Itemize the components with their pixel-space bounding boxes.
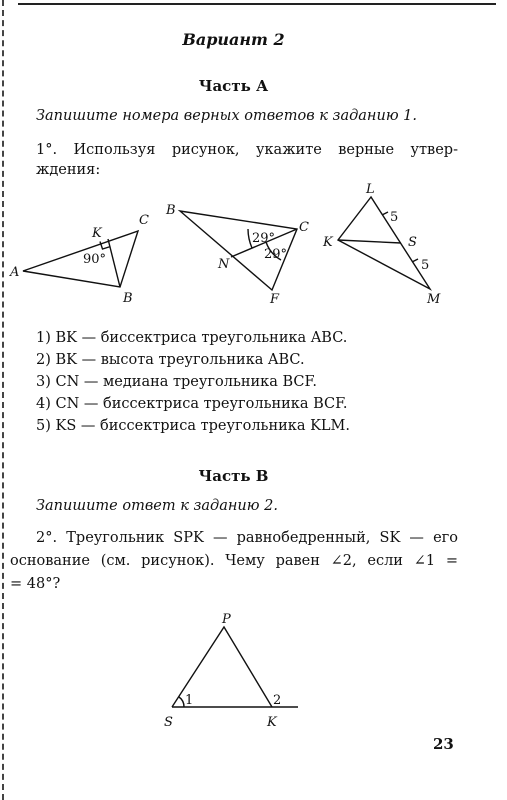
label-s: S (164, 715, 173, 730)
task2-line1: 2°. Треугольник SPK — равнобедренный, SK — его (36, 530, 458, 546)
label-m: M (427, 292, 441, 307)
length-5-label-1: 5 (390, 210, 399, 225)
task1-line2: ждения: (36, 162, 101, 178)
label-s3: S (408, 235, 417, 250)
part-a-heading: Часть А (198, 77, 269, 95)
angle-2-label: 2 (273, 693, 282, 708)
label-l: L (366, 182, 375, 197)
label-c2: C (299, 220, 309, 235)
label-c: C (139, 213, 149, 228)
option-2: 2) BK — высота треугольника ABC. (36, 352, 305, 368)
angle-29-label-2: 29° (264, 247, 288, 262)
option-4: 4) CN — биссектриса треугольника BCF. (36, 396, 348, 412)
task1-line1: 1°. Используя рисунок, укажите верные утвер- (36, 142, 458, 158)
task2-line3: = 48°? (10, 576, 61, 592)
task2-line2: основание (см. рисунок). Чему равен ∠2, если ∠1 = (10, 553, 458, 569)
label-b2: B (166, 203, 176, 218)
angle-29-label-1: 29° (252, 231, 276, 246)
variant-title: Вариант 2 (182, 30, 285, 49)
angle-1-label: 1 (185, 693, 194, 708)
angle-90-label: 90° (83, 252, 107, 267)
length-5-label-2: 5 (421, 258, 430, 273)
label-a: A (10, 265, 20, 280)
part-a-instruction: Запишите номера верных ответов к заданию 1. (36, 108, 418, 124)
label-k4: K (267, 715, 277, 730)
part-b-heading: Часть В (198, 467, 269, 485)
option-3: 3) CN — медиана треугольника BCF. (36, 374, 317, 390)
option-5: 5) KS — биссектриса треугольника KLM. (36, 418, 351, 434)
label-b: B (123, 291, 133, 306)
page-number: 23 (433, 735, 454, 753)
option-1: 1) BK — биссектриса треугольника ABC. (36, 330, 348, 346)
label-n: N (218, 257, 230, 272)
label-k3: K (323, 235, 333, 250)
label-p: P (222, 612, 231, 627)
label-f: F (270, 292, 280, 307)
part-b-instruction: Запишите ответ к заданию 2. (36, 498, 278, 514)
angle-1-arc (179, 697, 184, 707)
label-k: K (92, 226, 102, 241)
